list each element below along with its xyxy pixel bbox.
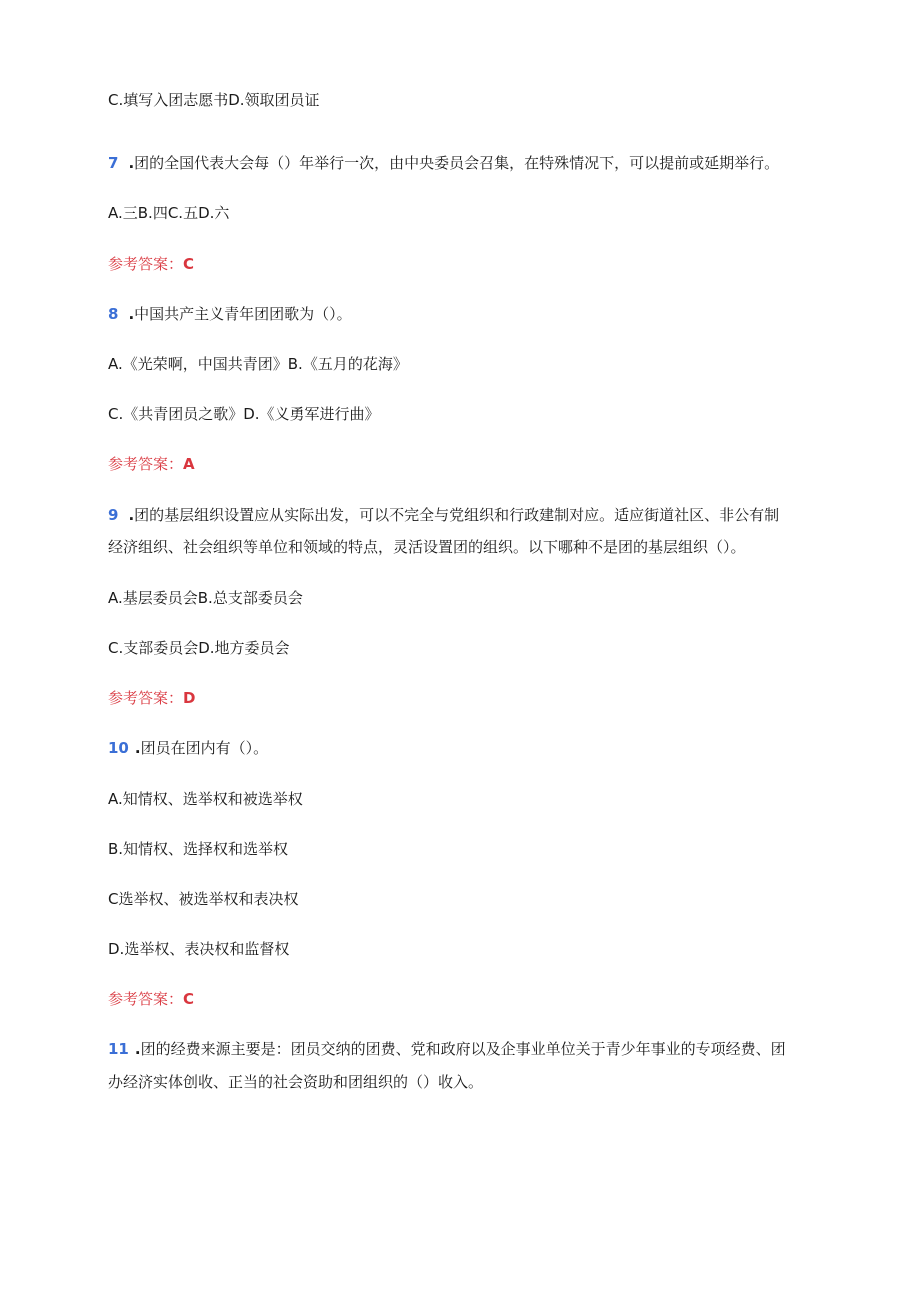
question-dot: . xyxy=(128,506,135,524)
option-text: D.选举权、表决权和监督权 xyxy=(108,940,290,958)
question-11 xyxy=(108,1039,808,1059)
answer-value: A xyxy=(183,455,195,473)
q9-answer xyxy=(108,688,808,708)
q10-option-b xyxy=(108,839,808,859)
q9-options-line1 xyxy=(108,588,808,608)
q8-answer xyxy=(108,454,808,474)
question-number: 7 xyxy=(108,154,119,172)
answer-label: 参考答案： xyxy=(108,455,184,473)
answer-value: C xyxy=(183,990,195,1008)
q7-options xyxy=(108,203,808,223)
q7-answer xyxy=(108,254,808,274)
question-11-continued xyxy=(108,1072,808,1092)
question-text: 中国共产主义青年团团歌为（）。 xyxy=(134,305,352,323)
answer-label: 参考答案： xyxy=(108,255,184,273)
question-dot: . xyxy=(134,739,141,757)
option-text: A.《光荣啊，中国共青团》B.《五月的花海》 xyxy=(108,355,408,373)
question-8 xyxy=(108,304,808,324)
answer-value: C xyxy=(183,255,195,273)
q10-option-a xyxy=(108,789,808,809)
question-9 xyxy=(108,505,808,525)
question-number: 9 xyxy=(108,506,119,524)
q10-answer xyxy=(108,989,808,1009)
option-text: B.知情权、选择权和选举权 xyxy=(108,840,289,858)
question-number: 8 xyxy=(108,305,119,323)
q9-options-line2 xyxy=(108,638,808,658)
question-text: 团的全国代表大会每（）年举行一次，由中央委员会召集，在特殊情况下，可以提前或延期举行。 xyxy=(134,154,780,172)
q8-options-line2 xyxy=(108,404,808,424)
option-text: C选举权、被选举权和表决权 xyxy=(108,890,299,908)
question-text: 经济组织、社会组织等单位和领域的特点，灵活设置团的组织。以下哪种不是团的基层组织（）。 xyxy=(108,538,746,556)
question-number: 11 xyxy=(108,1040,129,1058)
option-text: A.三B.四C.五D.六 xyxy=(108,204,230,222)
question-text: 团的经费来源主要是：团员交纳的团费、党和政府以及企事业单位关于青少年事业的专项经费、团 xyxy=(140,1040,786,1058)
option-text: A.基层委员会B.总支部委员会 xyxy=(108,589,303,607)
question-text: 办经济实体创收、正当的社会资助和团组织的（）收入。 xyxy=(108,1073,484,1091)
question-text: 团员在团内有（）。 xyxy=(140,739,269,757)
option-text: C.《共青团员之歌》D.《义勇军进行曲》 xyxy=(108,405,380,423)
question-text: 团的基层组织设置应从实际出发，可以不完全与党组织和行政建制对应。适应街道社区、非公有制 xyxy=(134,506,780,524)
answer-label: 参考答案： xyxy=(108,990,184,1008)
q10-option-c xyxy=(108,889,808,909)
question-9-continued xyxy=(108,537,808,557)
option-text: C.支部委员会D.地方委员会 xyxy=(108,639,290,657)
question-dot: . xyxy=(128,154,135,172)
option-text: C.填写入团志愿书D.领取团员证 xyxy=(108,91,320,109)
q8-options-line1 xyxy=(108,354,808,374)
answer-label: 参考答案： xyxy=(108,689,184,707)
q10-option-d xyxy=(108,939,808,959)
option-text: A.知情权、选举权和被选举权 xyxy=(108,790,303,808)
question-10 xyxy=(108,738,808,758)
question-number: 10 xyxy=(108,739,129,757)
q6-options-line2 xyxy=(108,90,808,110)
question-7 xyxy=(108,153,808,173)
answer-value: D xyxy=(183,689,196,707)
question-dot: . xyxy=(134,1040,141,1058)
question-dot: . xyxy=(128,305,135,323)
